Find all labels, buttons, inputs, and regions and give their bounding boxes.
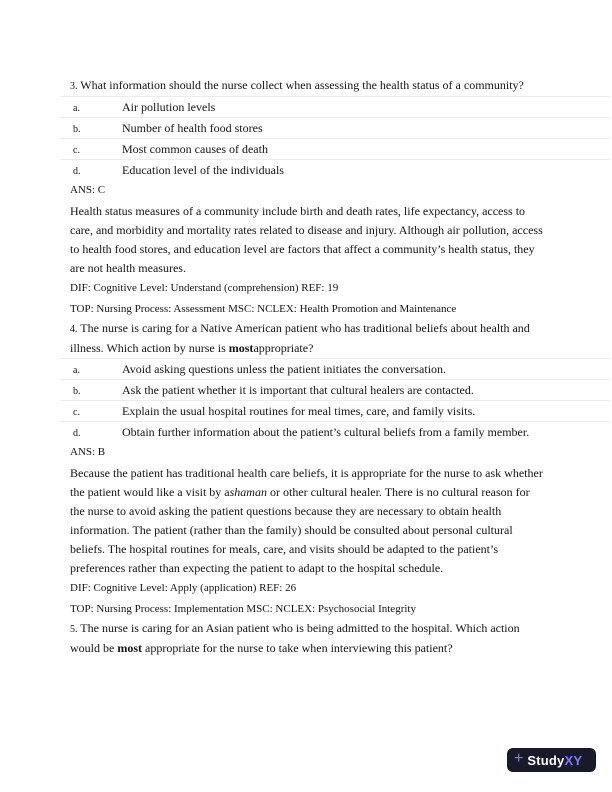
option-row xyxy=(60,138,610,159)
option-row xyxy=(60,379,610,400)
option-text: Avoid asking questions unless the patient initiates the conversation. xyxy=(122,362,447,376)
option-text: Education level of the individuals xyxy=(122,163,284,177)
option-letter: c. xyxy=(73,407,80,418)
logo-text-study: Study xyxy=(527,752,565,768)
option-letter: c. xyxy=(73,145,80,156)
options-table xyxy=(60,96,610,180)
plus-icon: + xyxy=(514,750,524,767)
rationale-body: Because the patient has traditional health care beliefs, it is appropriate for the nurse to ask whether the patient would like a visit by a xyxy=(70,466,543,499)
question-text xyxy=(70,319,543,358)
option-text: Ask the patient whether it is important that cultural healers are contacted. xyxy=(122,383,474,397)
question-block-4 xyxy=(70,319,543,619)
logo-text-xy: XY xyxy=(564,752,583,768)
option-text: Explain the usual hospital routines for meal times, care, and family visits. xyxy=(122,404,476,418)
option-letter: d. xyxy=(73,166,81,177)
rationale-text xyxy=(70,464,543,578)
top-line: TOP: Nursing Process: Implementation MSC: NCLEX: Psychosocial Integrity xyxy=(70,602,416,615)
option-row xyxy=(60,96,610,117)
question-block-5 xyxy=(70,619,543,658)
option-letter: a. xyxy=(73,365,80,376)
option-row xyxy=(60,400,610,421)
question-body: What information should the nurse collect when assessing the health status of a community? xyxy=(80,78,524,92)
question-bold-word: most xyxy=(117,641,142,655)
question-text xyxy=(70,76,543,96)
question-number: 3. xyxy=(70,81,78,92)
option-text: Air pollution levels xyxy=(122,100,216,114)
rationale-text xyxy=(70,202,543,278)
option-row xyxy=(60,358,610,379)
top-line: TOP: Nursing Process: Assessment MSC: NCLEX: Health Promotion and Maintenance xyxy=(70,302,457,315)
option-text: Number of health food stores xyxy=(122,121,263,135)
option-row xyxy=(60,117,610,138)
option-letter: d. xyxy=(73,428,81,439)
option-row xyxy=(60,159,610,180)
options-table xyxy=(60,358,610,442)
rationale-body-after: or other cultural healer. There is no cultural reason for the nurse to avoid asking the patient questions because they are necessary to obtain health information. The patient (rather than the family) should be consulted about personal cultural beliefs. The hospital routines for meals, care, and visits should be adapted to the patient’s preferences rather than expecting the patient to adapt to the hospital schedule. xyxy=(70,485,530,575)
option-letter: a. xyxy=(73,103,80,114)
question-bold-word: most xyxy=(228,341,254,355)
option-text: Obtain further information about the patient’s cultural beliefs from a family member. xyxy=(122,425,530,439)
question-body: The nurse is caring for an Asian patient who is being admitted to the hospital. Which action would be xyxy=(70,621,520,655)
option-letter: b. xyxy=(73,386,81,397)
question-body: The nurse is caring for a Native American patient who has traditional beliefs about health and illness. Which action by nurse is xyxy=(70,321,530,355)
studyxy-logo xyxy=(507,748,596,772)
dif-line: DIF: Cognitive Level: Apply (application) REF: 26 xyxy=(70,582,297,594)
answer-line: ANS: C xyxy=(70,184,106,196)
answer-line: ANS: B xyxy=(70,446,106,458)
question-body-after: appropriate? xyxy=(253,341,314,355)
question-block-3 xyxy=(70,76,543,319)
dif-line: DIF: Cognitive Level: Understand (comprehension) REF: 19 xyxy=(70,282,339,294)
option-text: Most common causes of death xyxy=(122,142,268,156)
rationale-italic-word: shaman xyxy=(229,485,267,499)
rationale-body: Health status measures of a community include birth and death rates, life expectancy, access to care, and morbidity and mortality rates related to disease and injury. Although air pollution, access to health food stores, and education level are factors that affect a community’s health status, they are not health measures. xyxy=(70,204,543,275)
page-content xyxy=(70,76,543,658)
question-body-after: appropriate for the nurse to take when interviewing this patient? xyxy=(142,641,453,655)
question-text xyxy=(70,619,543,658)
option-row xyxy=(60,421,610,442)
question-number: 4. xyxy=(70,324,78,335)
option-letter: b. xyxy=(73,124,81,135)
question-number: 5. xyxy=(70,624,78,635)
